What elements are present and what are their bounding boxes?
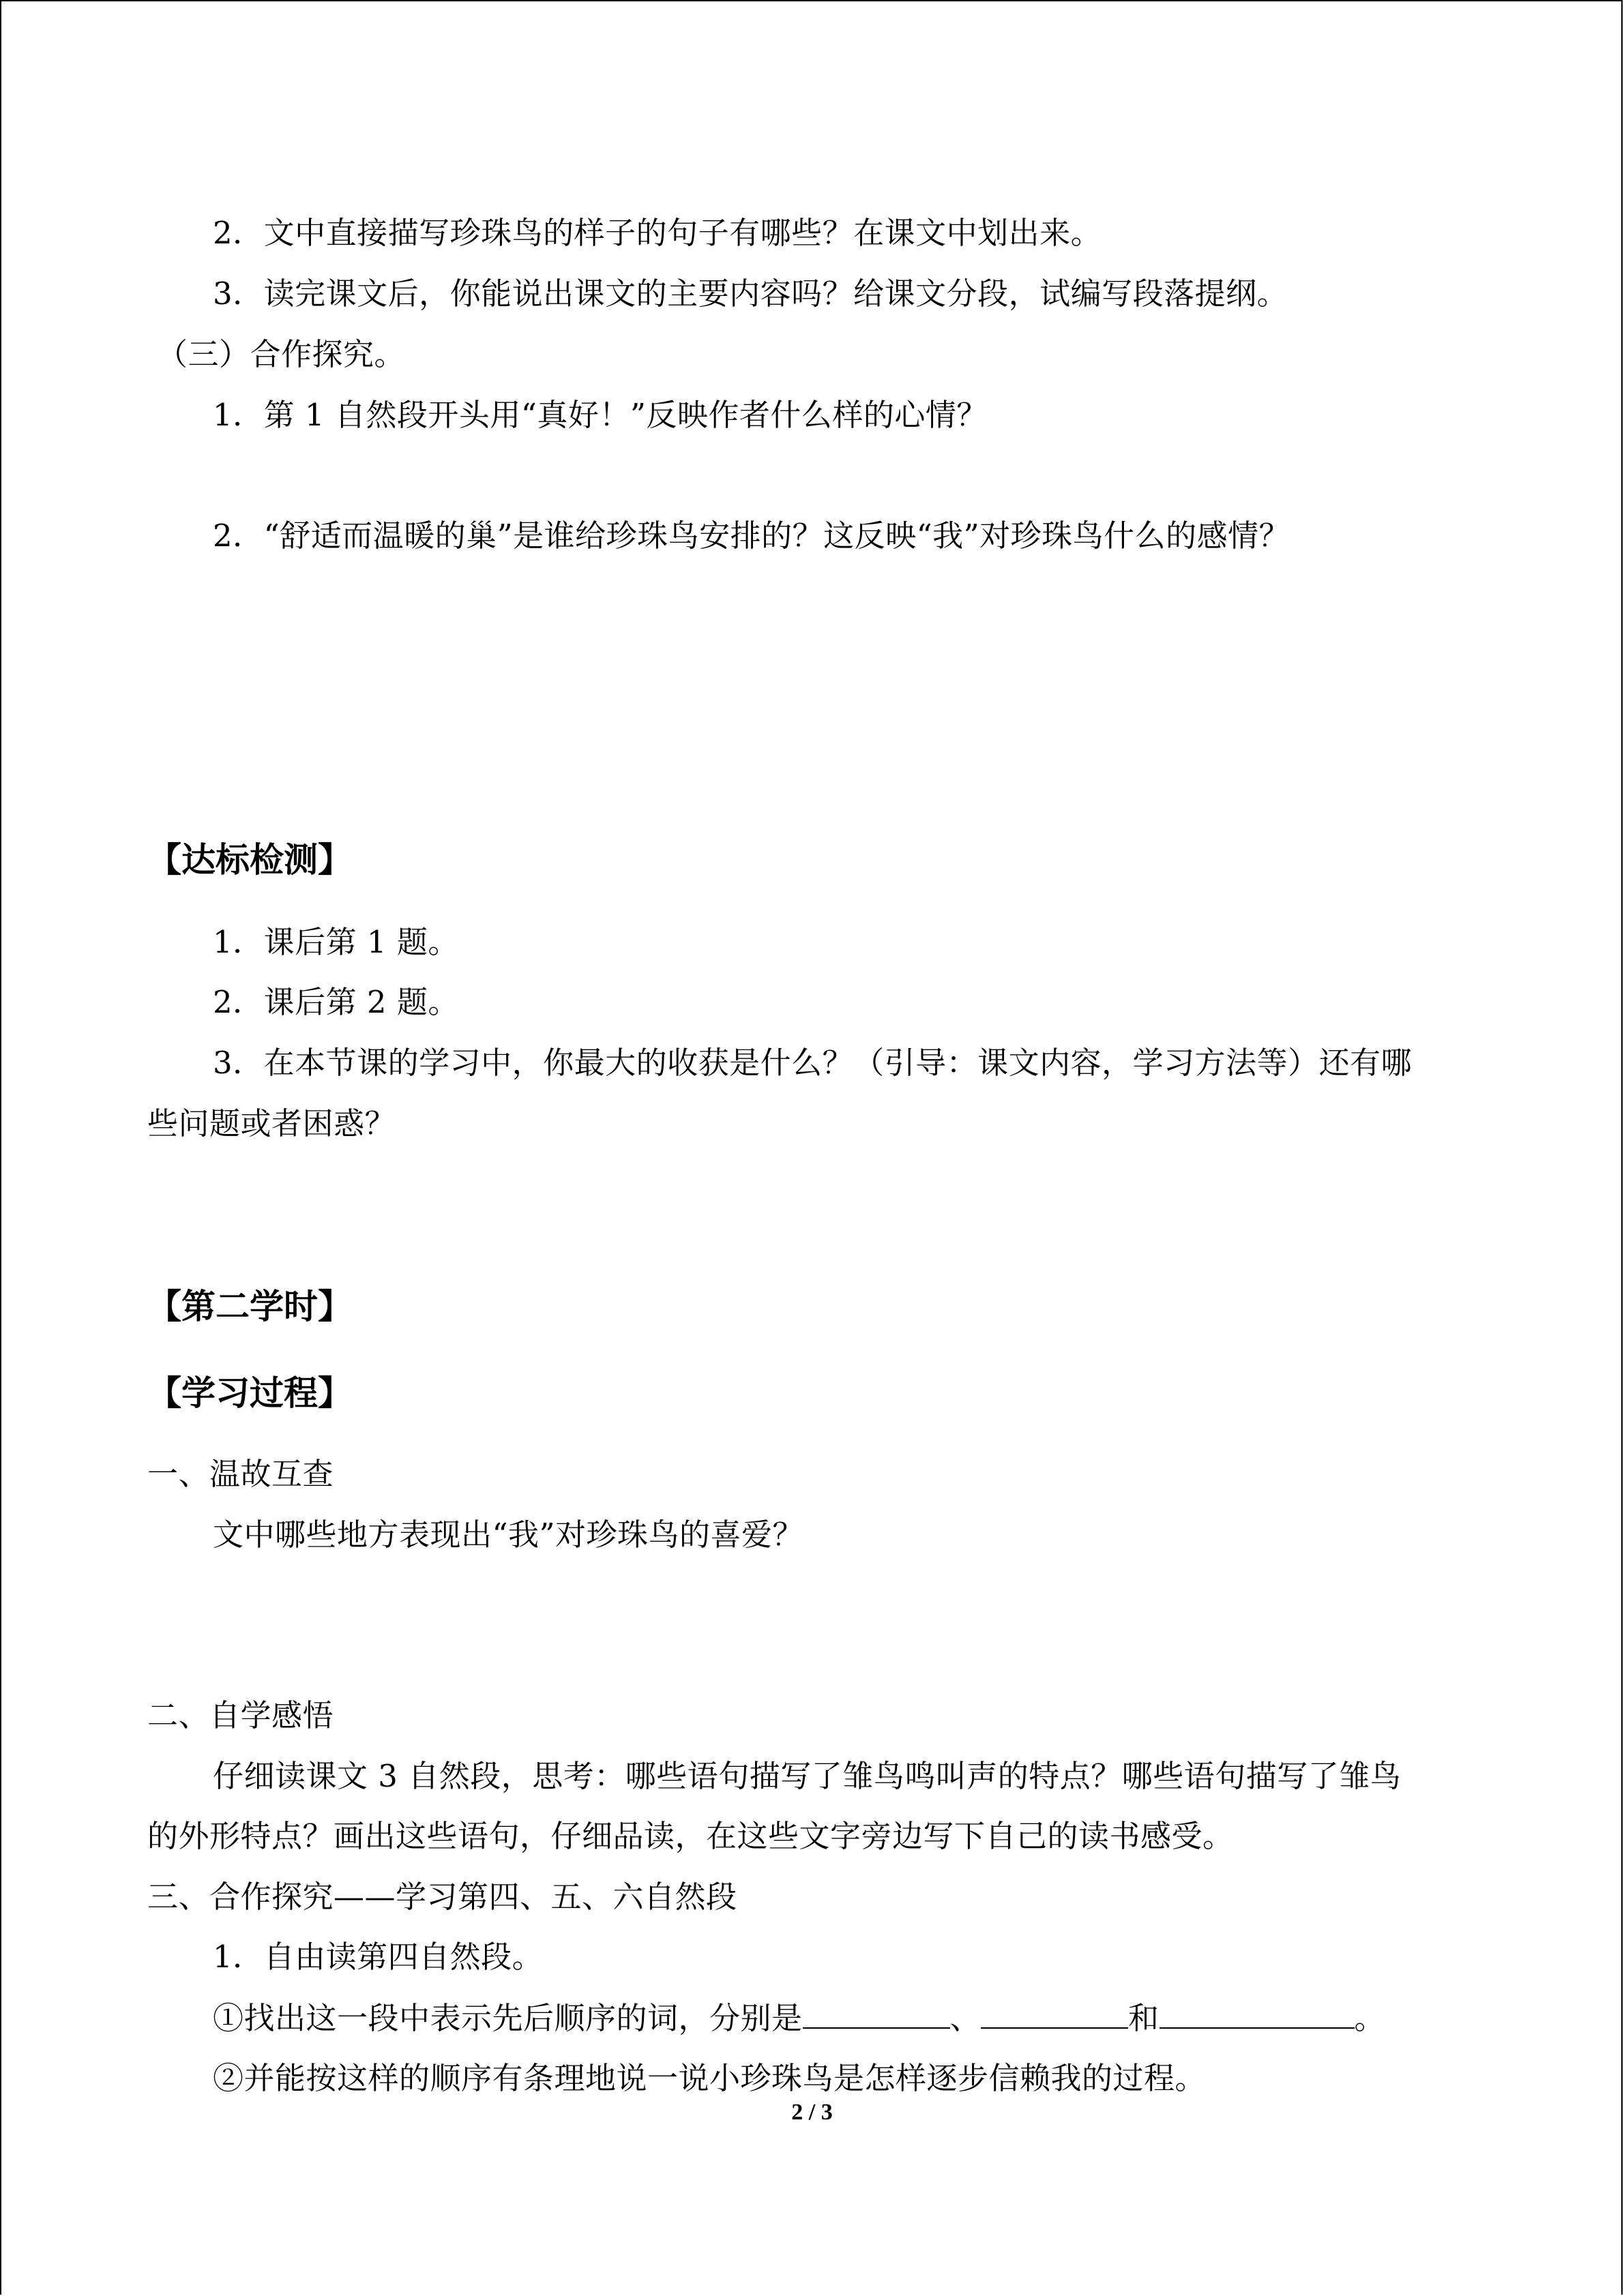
part-3-item-1-prefix: ①找出这一段中表示先后顺序的词，分别是 xyxy=(213,2000,803,2036)
part-3-question-1: 1．自由读第四自然段。 xyxy=(213,1939,544,1975)
part-1-title: 一、温故互查 xyxy=(147,1456,334,1492)
part-3-title: 三、合作探究——学习第四、五、六自然段 xyxy=(147,1879,737,1915)
cooperative-question-1: 1．第 1 自然段开头用“真好！”反映作者什么样的心情？ xyxy=(213,397,988,433)
question-2: 2．文中直接描写珍珠鸟的样子的句子有哪些？在课文中划出来。 xyxy=(213,215,1102,251)
part-1-question: 文中哪些地方表现出“我”对珍珠鸟的喜爱？ xyxy=(213,1517,804,1553)
fill-blank-3[interactable] xyxy=(1160,1997,1355,2029)
page-number: 2 / 3 xyxy=(791,2100,833,2125)
fill-blank-2[interactable] xyxy=(981,1997,1128,2029)
heading-dabiao: 【达标检测】 xyxy=(147,840,352,880)
separator-2: 和 xyxy=(1128,2000,1160,2036)
fill-blank-1[interactable] xyxy=(803,1997,950,2029)
part-3-item-2: ②并能按这样的顺序有条理地说一说小珍珠鸟是怎样逐步信赖我的过程。 xyxy=(213,2060,1207,2096)
part-2-line-1: 仔细读课文 3 自然段，思考：哪些语句描写了雏鸟鸣叫声的特点？哪些语句描写了雏鸟 xyxy=(213,1758,1402,1794)
separator-1: 、 xyxy=(949,2000,981,2036)
part-2-line-2: 的外形特点？画出这些语句，仔细品读，在这些文字旁边写下自己的读书感受。 xyxy=(147,1818,1234,1854)
heading-second-period: 【第二学时】 xyxy=(147,1287,352,1326)
dabiao-question-3-line-2: 些问题或者困惑？ xyxy=(147,1105,396,1142)
part-2-title: 二、自学感悟 xyxy=(147,1697,334,1733)
dabiao-question-1: 1．课后第 1 题。 xyxy=(213,924,459,960)
sub-heading-cooperative-inquiry: （三）合作探究。 xyxy=(157,336,406,372)
heading-learning-process: 【学习过程】 xyxy=(147,1373,352,1413)
cooperative-question-2: 2．“舒适而温暖的巢”是谁给珍珠鸟安排的？这反映“我”对珍珠鸟什么的感情？ xyxy=(213,518,1290,554)
question-3: 3．读完课文后，你能说出课文的主要内容吗？给课文分段，试编写段落提纲。 xyxy=(213,275,1288,312)
dabiao-question-3-line-1: 3．在本节课的学习中，你最大的收获是什么？（引导：课文内容，学习方法等）还有哪 xyxy=(213,1045,1413,1081)
dabiao-question-2: 2．课后第 2 题。 xyxy=(213,984,459,1020)
part-3-item-1 xyxy=(213,1997,1385,2039)
item-1-end: 。 xyxy=(1354,2000,1386,2036)
